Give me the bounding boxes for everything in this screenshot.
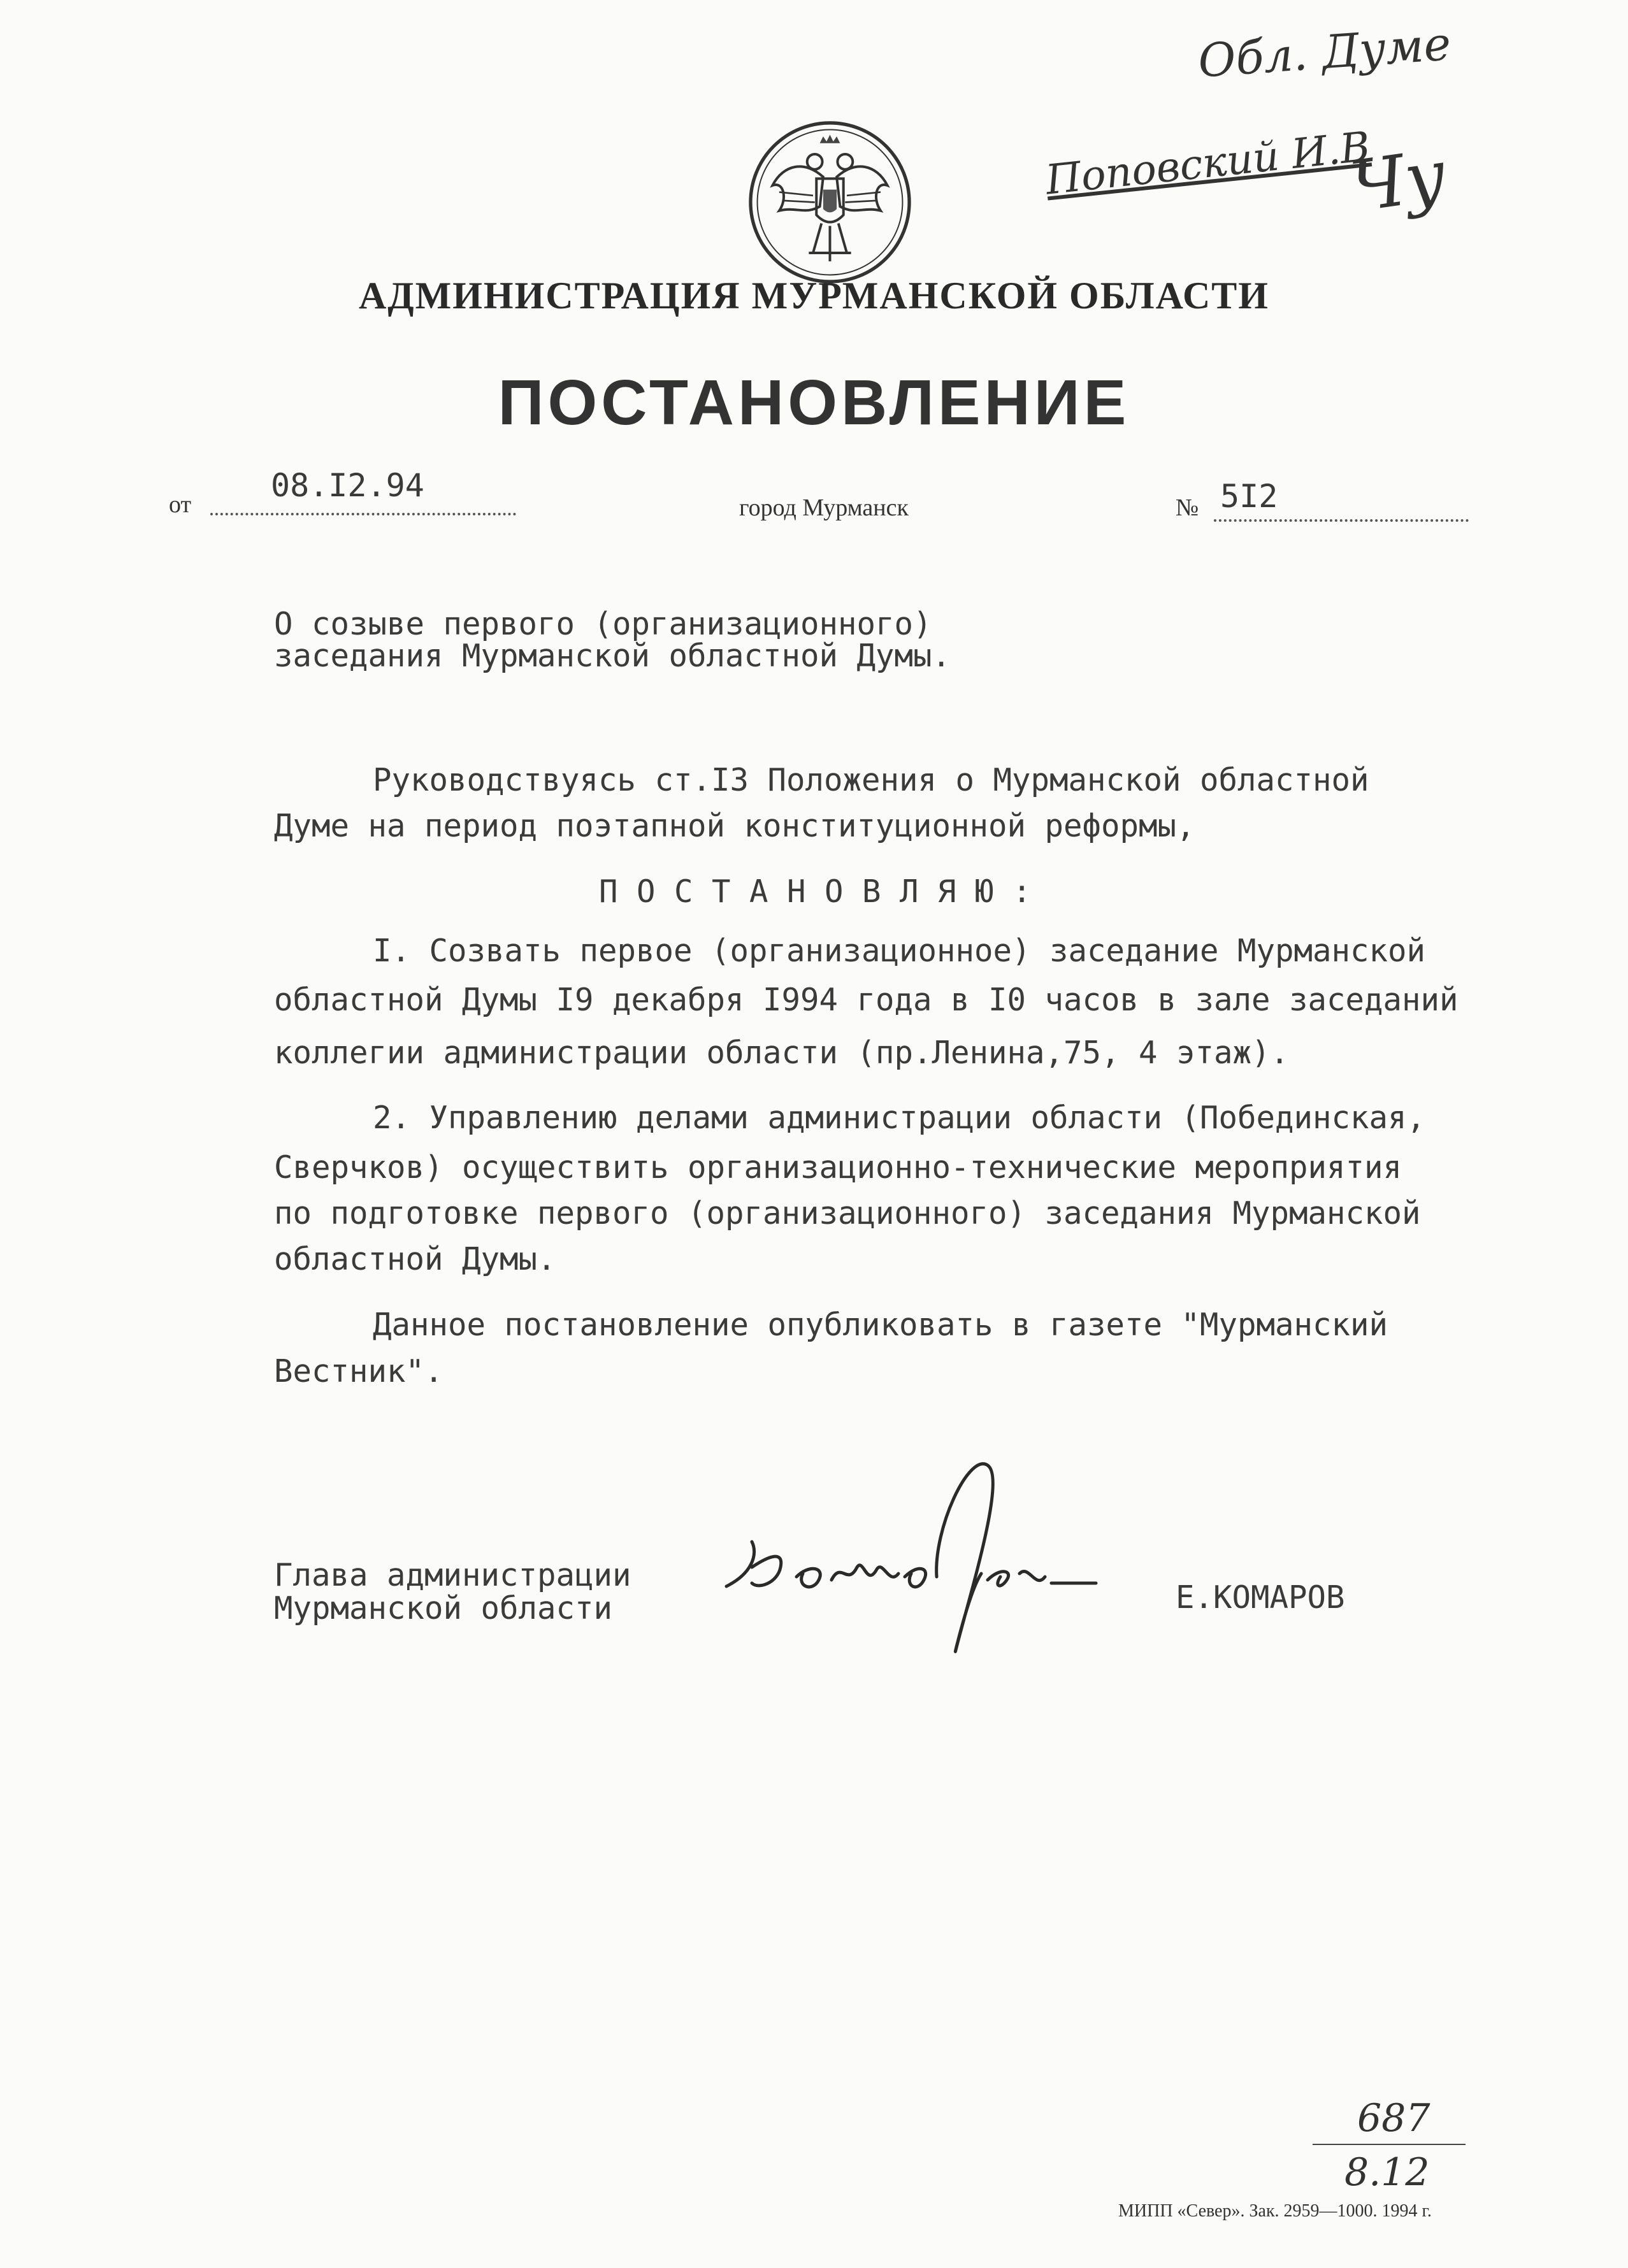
printer-imprint: МИПП «Север». Зак. 2959—1000. 1994 г. (1118, 2201, 1432, 2221)
handwritten-initials: Чу (1345, 134, 1452, 228)
document-type: ПОСТАНОВЛЕНИЕ (498, 367, 1130, 438)
publish-line-1: Данное постановление опубликовать в газете "Мурманский (373, 1307, 1388, 1343)
subject-line-1: О созыве первого (организационного) (274, 606, 932, 642)
item1-line-2: областной Думы I9 декабря I994 года в I0 часов в зале заседаний (274, 982, 1459, 1018)
city: город Мурманск (739, 494, 909, 521)
date-prefix: от (169, 491, 192, 518)
item1-line-1: I. Созвать первое (организационное) заседание Мурманской (373, 933, 1426, 969)
item2-line-1: 2. Управлению делами администрации области (Побединская, (373, 1100, 1426, 1136)
preamble-line-1: Руководствуясь ст.I3 Положения о Мурманской областной (373, 762, 1369, 798)
item2-line-2: Сверчков) осуществить организационно-технические мероприятия (274, 1149, 1402, 1186)
handwritten-addressee: Поповский И.В (1043, 123, 1372, 205)
registration-date: 8.12 (1344, 2150, 1430, 2195)
publish-line-2: Вестник". (274, 1353, 443, 1389)
decree-word: П О С Т А Н О В Л Я Ю : (599, 873, 1032, 910)
item2-line-3: по подготовке первого (организационного) заседания Мурманской (274, 1195, 1421, 1231)
handwritten-note-top: Обл. Думе (1196, 17, 1453, 88)
organization-name: АДМИНИСТРАЦИЯ МУРМАНСКОЙ ОБЛАСТИ (359, 275, 1269, 317)
item2-line-4: областной Думы. (274, 1241, 556, 1277)
position-line-1: Глава администрации (274, 1557, 631, 1593)
signature-icon (714, 1440, 1147, 1676)
registration-number: 687 (1357, 2096, 1430, 2141)
document-date: 08.I2.94 (271, 467, 424, 504)
position-line-2: Мурманской области (274, 1590, 613, 1626)
preamble-line-2: Думе на период поэтапной конституционной реформы, (274, 808, 1195, 844)
date-dotted-line (210, 513, 516, 515)
document-number: 5I2 (1220, 478, 1278, 515)
signatory-name: Е.КОМАРОВ (1176, 1579, 1345, 1616)
coat-of-arms-icon (746, 118, 914, 287)
registration-divider (1313, 2144, 1466, 2145)
item1-line-3: коллегии администрации области (пр.Ленина,75, 4 этаж). (274, 1035, 1290, 1071)
subject-line-2: заседания Мурманской областной Думы. (274, 638, 951, 674)
number-prefix: № (1176, 494, 1199, 521)
number-dotted-line (1214, 519, 1469, 522)
